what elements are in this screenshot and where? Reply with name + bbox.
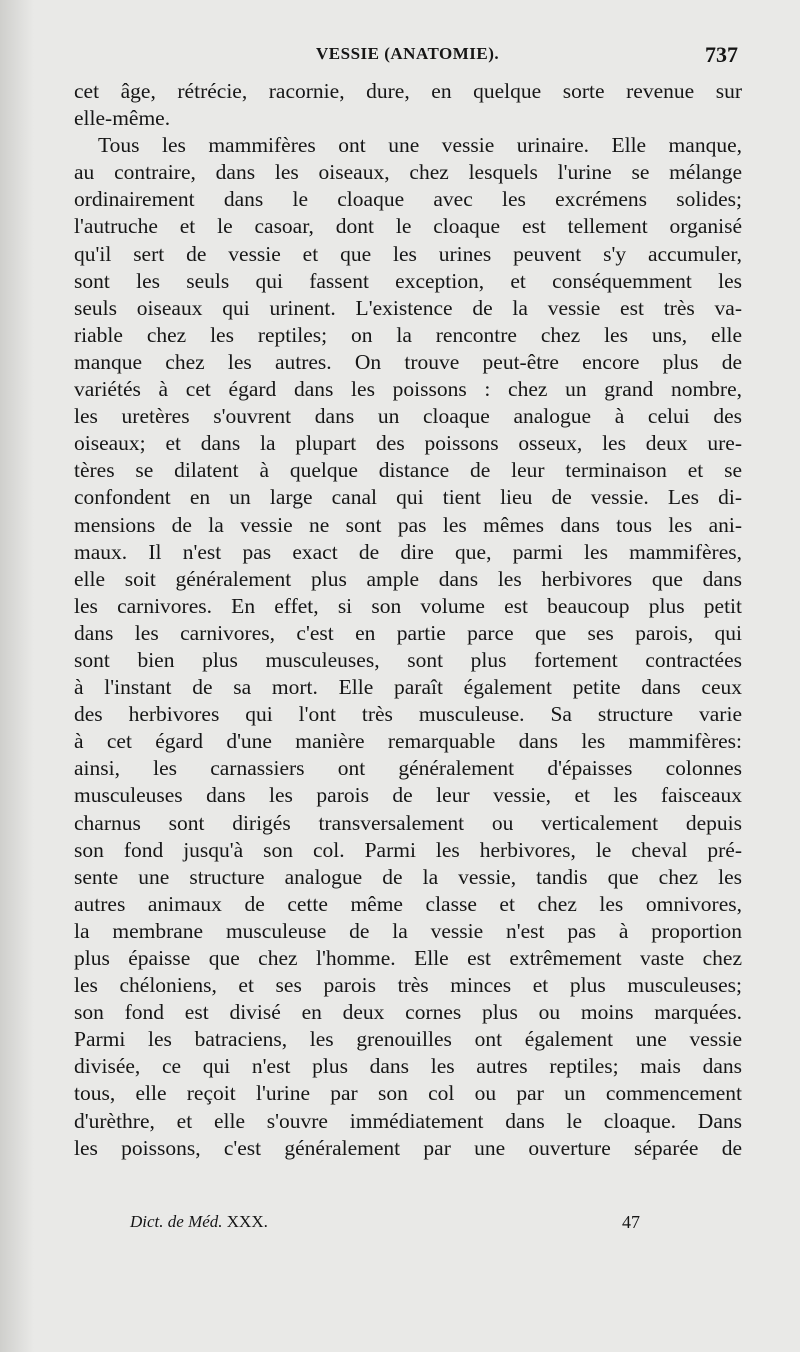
text-line: ainsi, les carnassiers ont généralement d'épaisses colonnes [74, 756, 742, 781]
text-line: Parmi les batraciens, les grenouilles ont également une vessie [74, 1027, 742, 1052]
text-line: cet âge, rétrécie, racornie, dure, en quelque sorte revenue sur [74, 79, 742, 103]
text-line: plus épaisse que chez l'homme. Elle est extrêmement vaste chez [74, 946, 742, 970]
text-line: l'autruche et le casoar, dont le cloaque est tellement organisé [74, 214, 742, 239]
text-line: la membrane musculeuse de la vessie n'est pas à proportion [74, 918, 742, 943]
running-head [0, 44, 800, 74]
text-line: sente une structure analogue de la vessie, tandis que chez les [74, 864, 742, 889]
text-line: sont bien plus musculeuses, sont plus fortement contractées [74, 647, 742, 672]
text-line: Tous les mammifères ont une vessie urinaire. Elle manque, [98, 133, 742, 158]
text-line: oiseaux; et dans la plupart des poissons osseux, les deux ure- [74, 431, 742, 456]
signature-line [0, 1212, 800, 1240]
text-line: au contraire, dans les oiseaux, chez lesquels l'urine se mélange [74, 160, 742, 185]
running-title [316, 44, 499, 64]
text-line: dans les carnivores, c'est en partie parce que ses parois, qui [74, 620, 742, 645]
text-line: confondent en un large canal qui tient lieu de vessie. Les di- [74, 485, 742, 510]
text-line: tous, elle reçoit l'urine par son col ou par un commencement [74, 1081, 742, 1106]
text-line: tères se dilatent à quelque distance de leur terminaison et se [74, 458, 742, 483]
text-line: à cet égard d'une manière remarquable dans les mammifères: [74, 729, 742, 754]
text-line: des herbivores qui l'ont très musculeuse. Sa structure varie [74, 702, 742, 727]
text-line: les carnivores. En effet, si son volume est beaucoup plus petit [74, 593, 742, 618]
running-title-main: VESSIE [316, 44, 380, 63]
text-line: ordinairement dans le cloaque avec les excrémens solides; [74, 187, 742, 212]
text-line: les uretères s'ouvrent dans un cloaque analogue à celui des [74, 404, 742, 429]
signature-mark [130, 1212, 268, 1232]
text-line: sont les seuls qui fassent exception, et conséquemment les [74, 268, 742, 293]
text-line: à l'instant de sa mort. Elle paraît également petite dans ceux [74, 675, 742, 700]
text-line: qu'il sert de vessie et que les urines peuvent s'y accumuler, [74, 241, 742, 266]
text-line: mensions de la vessie ne sont pas les mêmes dans tous les ani- [74, 512, 742, 537]
text-line: divisée, ce qui n'est plus dans les autres reptiles; mais dans [74, 1054, 742, 1079]
text-line: seuls oiseaux qui urinent. L'existence de la vessie est très va- [74, 295, 742, 320]
text-line: riable chez les reptiles; on la rencontre chez les uns, elle [74, 322, 742, 347]
signature-title: Dict. de Méd. [130, 1212, 223, 1231]
text-line: les chéloniens, et ses parois très minces et plus musculeuses; [74, 973, 742, 998]
text-line: les poissons, c'est généralement par une ouverture séparée de [74, 1135, 742, 1160]
running-title-sub: (ANATOMIE). [384, 44, 500, 63]
signature-volume: XXX. [226, 1212, 268, 1231]
text-line: musculeuses dans les parois de leur vessie, et les faisceaux [74, 783, 742, 808]
text-line: elle-même. [74, 106, 171, 131]
body-text [74, 78, 742, 1162]
signature-number: 47 [622, 1212, 640, 1232]
text-line: autres animaux de cette même classe et chez les omnivores, [74, 891, 742, 916]
text-line: maux. Il n'est pas exact de dire que, parmi les mammifères, [74, 539, 742, 564]
text-line: charnus sont dirigés transversalement ou verticalement depuis [74, 810, 742, 835]
text-line: son fond est divisé en deux cornes plus ou moins marquées. [74, 1000, 742, 1025]
text-line: elle soit généralement plus ample dans les herbivores que dans [74, 566, 742, 591]
gutter-shadow [0, 0, 34, 1352]
text-line: son fond jusqu'à son col. Parmi les herbivores, le cheval pré- [74, 837, 742, 862]
page-number: 737 [705, 42, 738, 67]
text-line: manque chez les autres. On trouve peut-être encore plus de [74, 349, 742, 374]
text-line: d'urèthre, et elle s'ouvre immédiatement dans le cloaque. Dans [74, 1108, 742, 1133]
text-line: variétés à cet égard dans les poissons : chez un grand nombre, [74, 377, 742, 402]
